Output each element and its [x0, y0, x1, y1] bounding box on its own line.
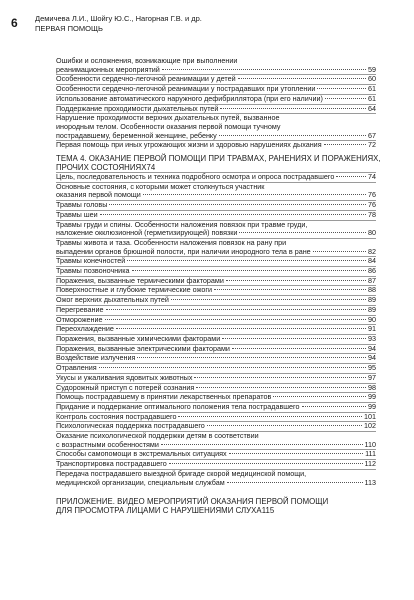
- toc-page-number: 82: [368, 246, 376, 256]
- toc-entry-last-line: [56, 132, 376, 141]
- toc-entry-text-line: Ошибки и осложнения, возникающие при выполнении: [56, 56, 238, 65]
- toc-entry: [56, 412, 376, 422]
- toc-entry-last-line: [56, 229, 376, 238]
- toc-page-number: 102: [364, 421, 376, 431]
- dot-leader: [171, 299, 366, 300]
- page-number: 6: [11, 16, 18, 30]
- toc-entry-last-line: [56, 105, 376, 114]
- dot-leader: [219, 135, 366, 136]
- toc-page-number: 98: [368, 382, 376, 392]
- dot-leader: [239, 232, 366, 233]
- toc-entry-last-line: [56, 384, 376, 393]
- toc-entry-text-line: Отравления: [56, 363, 97, 373]
- toc-entry-text-line: Контроль состояния пострадавшего: [56, 411, 177, 421]
- toc-entry: [56, 210, 376, 220]
- toc-entry-text-line: Основные состояния, с которыми может столкнуться участник: [56, 181, 265, 191]
- toc-entry-last-line: [56, 75, 376, 84]
- toc-entry-text-line: Травмы шеи: [56, 209, 98, 219]
- dot-leader: [229, 453, 363, 454]
- toc-entry-text-line: Цель, последовательность и техника подробного осмотра и опроса пострадавшего: [56, 172, 335, 182]
- toc-entry-text-line: Травмы головы: [56, 200, 108, 210]
- toc-page-number: 110: [364, 439, 376, 449]
- dot-leader: [143, 194, 366, 195]
- toc-entry-text-line: Воздействие излучения: [56, 353, 136, 363]
- book-title: ПЕРВАЯ ПОМОЩЬ: [35, 24, 103, 33]
- toc-entry-text-line: Придание и поддержание оптимального положения тела пострадавшего: [56, 401, 300, 411]
- toc-entry-text-line: Травмы конечностей: [56, 256, 126, 266]
- toc-entry-last-line: [56, 191, 376, 200]
- toc-entry-text-line: пострадавшему, беременной женщине, ребенку: [56, 130, 217, 140]
- toc-entry: [56, 57, 376, 74]
- toc-entry: [56, 305, 376, 315]
- toc-entry-last-line: [56, 450, 376, 459]
- toc-entry: [56, 459, 376, 469]
- toc-entry-text-line: ПРИЛОЖЕНИЕ. ВИДЕО МЕРОПРИЯТИЙ ОКАЗАНИЯ ПЕРВОЙ ПОМОЩИ: [56, 497, 329, 507]
- toc-entry-last-line: [56, 364, 376, 373]
- toc-entry-text-line: выпадении органов брюшной полости, при наличии инородного тела в ране: [56, 246, 311, 256]
- toc-entry-last-line: [56, 257, 376, 266]
- toc-entry-text-line: Нарушение проходимости верхних дыхательных путей, вызванное: [56, 113, 280, 123]
- toc-entry: [56, 276, 376, 286]
- toc-page-number: 72: [368, 140, 376, 150]
- toc-section-entry: [56, 154, 381, 173]
- toc-entry-text-line: ТЕМА 4. ОКАЗАНИЕ ПЕРВОЙ ПОМОЩИ ПРИ ТРАВМАХ, РАНЕНИЯХ И ПОРАЖЕНИЯХ,: [56, 154, 381, 164]
- dot-leader: [226, 280, 366, 281]
- toc-entry-text-line: Отморожение: [56, 314, 103, 324]
- toc-entry-last-line: [56, 506, 376, 515]
- dot-leader: [137, 357, 366, 358]
- toc-page-number: 111: [365, 449, 376, 459]
- toc-entry: [56, 295, 376, 305]
- toc-page-number: 87: [368, 275, 376, 285]
- toc-entry: [56, 334, 376, 344]
- toc-entry-last-line: [56, 325, 376, 334]
- toc-entry-last-line: [56, 345, 376, 354]
- toc-entry: [56, 285, 376, 295]
- dot-leader: [238, 78, 366, 79]
- toc-entry: [56, 383, 376, 393]
- toc-page-number: 61: [368, 84, 376, 94]
- toc-entry: [56, 402, 376, 412]
- toc-page-number: 94: [368, 343, 376, 353]
- toc-entry-last-line: [56, 403, 376, 412]
- dot-leader: [336, 176, 366, 177]
- dot-leader: [214, 289, 366, 290]
- dot-leader: [169, 463, 363, 464]
- toc-entry-text-line: Поражения, вызванные химическими факторами: [56, 333, 221, 343]
- dot-leader: [273, 396, 366, 397]
- dot-leader: [222, 338, 366, 339]
- toc-page-number: 74: [146, 163, 156, 173]
- toc-entry-last-line: [56, 393, 376, 402]
- toc-entry-text-line: Поражения, вызванные электрическими факторами: [56, 343, 230, 353]
- dot-leader: [317, 88, 366, 89]
- toc-entry-last-line: [56, 335, 376, 344]
- dot-leader: [127, 260, 366, 261]
- dot-leader: [207, 425, 362, 426]
- toc-entry-text-line: Первая помощь при иных угрожающих жизни и здоровью нарушениях дыхания: [56, 140, 322, 150]
- toc-entry-last-line: [56, 460, 376, 469]
- toc-page-number: 94: [368, 353, 376, 363]
- dot-leader: [324, 144, 366, 145]
- toc-entry-text-line: Травмы позвоночника: [56, 266, 130, 276]
- section-heading-appendix: [56, 497, 376, 515]
- toc-page-number: 101: [364, 411, 376, 421]
- toc-entry: [56, 220, 376, 238]
- dot-leader: [106, 309, 367, 310]
- toc-entry-last-line: [56, 286, 376, 295]
- toc-page-number: 86: [368, 266, 376, 276]
- toc-entry: [56, 238, 376, 256]
- toc-entry-text-line: наложение окклюзионной (герметизирующей) повязки: [56, 228, 238, 238]
- section-heading-topic-4: [56, 154, 381, 173]
- toc-entry-text-line: Ожог верхних дыхательных путей: [56, 295, 169, 305]
- toc-page-number: 95: [368, 363, 376, 373]
- dot-leader: [132, 270, 367, 271]
- toc-entry: [56, 182, 376, 200]
- toc-entry-text-line: Травмы груди и спины. Особенности наложения повязок при травме груди,: [56, 219, 308, 229]
- toc-entry-text-line: Поддержание проходимости дыхательных путей: [56, 103, 219, 113]
- toc-entry: [56, 324, 376, 334]
- toc-entry: [56, 113, 376, 140]
- dot-leader: [109, 204, 366, 205]
- toc-page-number: 93: [368, 333, 376, 343]
- toc-entry-text-line: Поражения, вызванные термическими факторами: [56, 275, 224, 285]
- toc-page-number: 99: [368, 392, 376, 402]
- toc-entry-last-line: [56, 413, 376, 422]
- toc-entry-last-line: [56, 173, 376, 182]
- toc-entry-text-line: ДЛЯ ПРОСМОТРА ЛИЦАМИ С НАРУШЕНИЯМИ СЛУХА: [56, 506, 262, 516]
- toc-entry: [56, 373, 376, 383]
- toc-page-number: 80: [368, 228, 376, 238]
- toc-page-number: 112: [364, 459, 376, 469]
- toc-entry-text-line: Поверхностные и глубокие термические ожоги: [56, 285, 213, 295]
- toc-page-number: 59: [368, 64, 376, 74]
- toc-page-number: 67: [368, 130, 376, 140]
- toc-entry-text-line: Транспортировка пострадавшего: [56, 459, 167, 469]
- toc-entry-last-line: [56, 201, 376, 210]
- toc-entry: [56, 140, 376, 150]
- dot-leader: [99, 367, 366, 368]
- toc-entry: [56, 104, 376, 114]
- toc-entry-last-line: [56, 163, 376, 172]
- toc-entry-text-line: оказания первой помощи: [56, 190, 141, 200]
- toc-entry-last-line: [56, 306, 376, 315]
- toc-entry-text-line: Передача пострадавшего выездной бригаде скорой медицинской помощи,: [56, 468, 307, 478]
- toc-entry-text-line: Способы самопомощи в экстремальных ситуациях: [56, 449, 227, 459]
- dot-leader: [105, 319, 366, 320]
- toc-entry-last-line: [56, 85, 376, 94]
- toc-page-number: 99: [368, 401, 376, 411]
- dot-leader: [100, 214, 366, 215]
- toc-entry: [56, 363, 376, 373]
- dot-leader: [220, 108, 366, 109]
- toc-entry-text-line: Перегревание: [56, 304, 104, 314]
- toc-entry: [56, 431, 376, 449]
- running-head: [35, 14, 202, 34]
- toc-page-number: 84: [368, 256, 376, 266]
- dot-leader: [302, 406, 366, 407]
- toc-entry-text-line: медицинской организации, специальным службам: [56, 477, 225, 487]
- dot-leader: [313, 251, 366, 252]
- toc-section-entry: [56, 497, 376, 515]
- toc-entry-last-line: [56, 277, 376, 286]
- toc-entry: [56, 74, 376, 84]
- toc-entry: [56, 344, 376, 354]
- toc-entry-text-line: Оказание психологической поддержки детям в соответствии: [56, 431, 259, 441]
- toc-page-number: 90: [368, 314, 376, 324]
- toc-entry-text-line: Судорожный приступ с потерей сознания: [56, 382, 195, 392]
- toc-entry: [56, 266, 376, 276]
- toc-entry-text-line: Особенности сердечно-легочной реанимации у пострадавших при утоплении: [56, 84, 316, 94]
- dot-leader: [194, 377, 366, 378]
- toc-entry: [56, 449, 376, 459]
- dot-leader: [232, 348, 366, 349]
- toc-entry: [56, 392, 376, 402]
- toc-entry-text-line: ПРОЧИХ СОСТОЯНИЯХ: [56, 163, 147, 173]
- toc-entry-text-line: Травмы живота и таза. Особенности наложения повязок на рану при: [56, 237, 287, 247]
- page-header: [11, 14, 406, 44]
- toc-entry: [56, 200, 376, 210]
- toc-entry-last-line: [56, 441, 376, 450]
- toc-page-number: 97: [368, 372, 376, 382]
- toc-entry: [56, 256, 376, 266]
- toc-page-number: 74: [368, 172, 376, 182]
- toc-entry-text-line: Психологическая поддержка пострадавшего: [56, 421, 205, 431]
- toc-entry-last-line: [56, 374, 376, 383]
- toc-entry-last-line: [56, 248, 376, 257]
- toc-entry: [56, 421, 376, 431]
- toc-entry-last-line: [56, 422, 376, 431]
- toc-entry: [56, 84, 376, 94]
- toc-entry-text-line: Помощь пострадавшему в принятии лекарственных препаратов: [56, 392, 272, 402]
- toc-entry: [56, 469, 376, 487]
- toc-page-number: 89: [368, 295, 376, 305]
- toc-page-number: 76: [368, 190, 376, 200]
- toc-page-number: 60: [368, 74, 376, 84]
- toc-page-number: 76: [368, 200, 376, 210]
- toc-page-number: 78: [368, 209, 376, 219]
- dot-leader: [116, 328, 366, 329]
- toc-entry-text-line: Укусы и ужаливания ядовитых животных: [56, 372, 193, 382]
- dot-leader: [325, 98, 366, 99]
- toc-entry-last-line: [56, 66, 376, 75]
- toc-entry: [56, 353, 376, 363]
- toc-entry: [56, 94, 376, 104]
- toc-entry-last-line: [56, 95, 376, 104]
- toc-entry-last-line: [56, 267, 376, 276]
- dot-leader: [161, 444, 363, 445]
- dot-leader: [196, 387, 366, 388]
- toc-entry-last-line: [56, 211, 376, 220]
- toc-entry-last-line: [56, 354, 376, 363]
- toc-entry-text-line: инородным телом. Особенности оказания первой помощи тучному: [56, 121, 281, 131]
- toc-entry-last-line: [56, 141, 376, 150]
- toc-page-number: 91: [368, 324, 376, 334]
- toc-page-number: 115: [261, 506, 275, 516]
- toc-entry: [56, 315, 376, 325]
- toc-page-number: 113: [364, 477, 376, 487]
- dot-leader: [227, 482, 363, 483]
- toc-entry-last-line: [56, 479, 376, 488]
- table-of-contents: [56, 56, 381, 516]
- dot-leader: [178, 416, 362, 417]
- toc-entry-last-line: [56, 316, 376, 325]
- toc-page-number: 64: [368, 103, 376, 113]
- dot-leader: [162, 69, 366, 70]
- toc-page-number: 61: [368, 93, 376, 103]
- toc-entry-text-line: Особенности сердечно-легочной реанимации у детей: [56, 74, 236, 84]
- toc-entry-text-line: с возрастными особенностями: [56, 439, 159, 449]
- toc-entry: [56, 172, 376, 182]
- toc-entry-text-line: Переохлаждение: [56, 324, 114, 334]
- toc-entry-text-line: реанимационных мероприятий: [56, 64, 160, 74]
- toc-entry-last-line: [56, 296, 376, 305]
- toc-entry-text-line: Использование автоматического наружного дефибриллятора (при его наличии): [56, 93, 323, 103]
- authors: Демичева Л.И., Шойгу Ю.С., Нагорная Г.В. и др.: [35, 14, 202, 23]
- toc-page-number: 88: [368, 285, 376, 295]
- toc-page-number: 89: [368, 304, 376, 314]
